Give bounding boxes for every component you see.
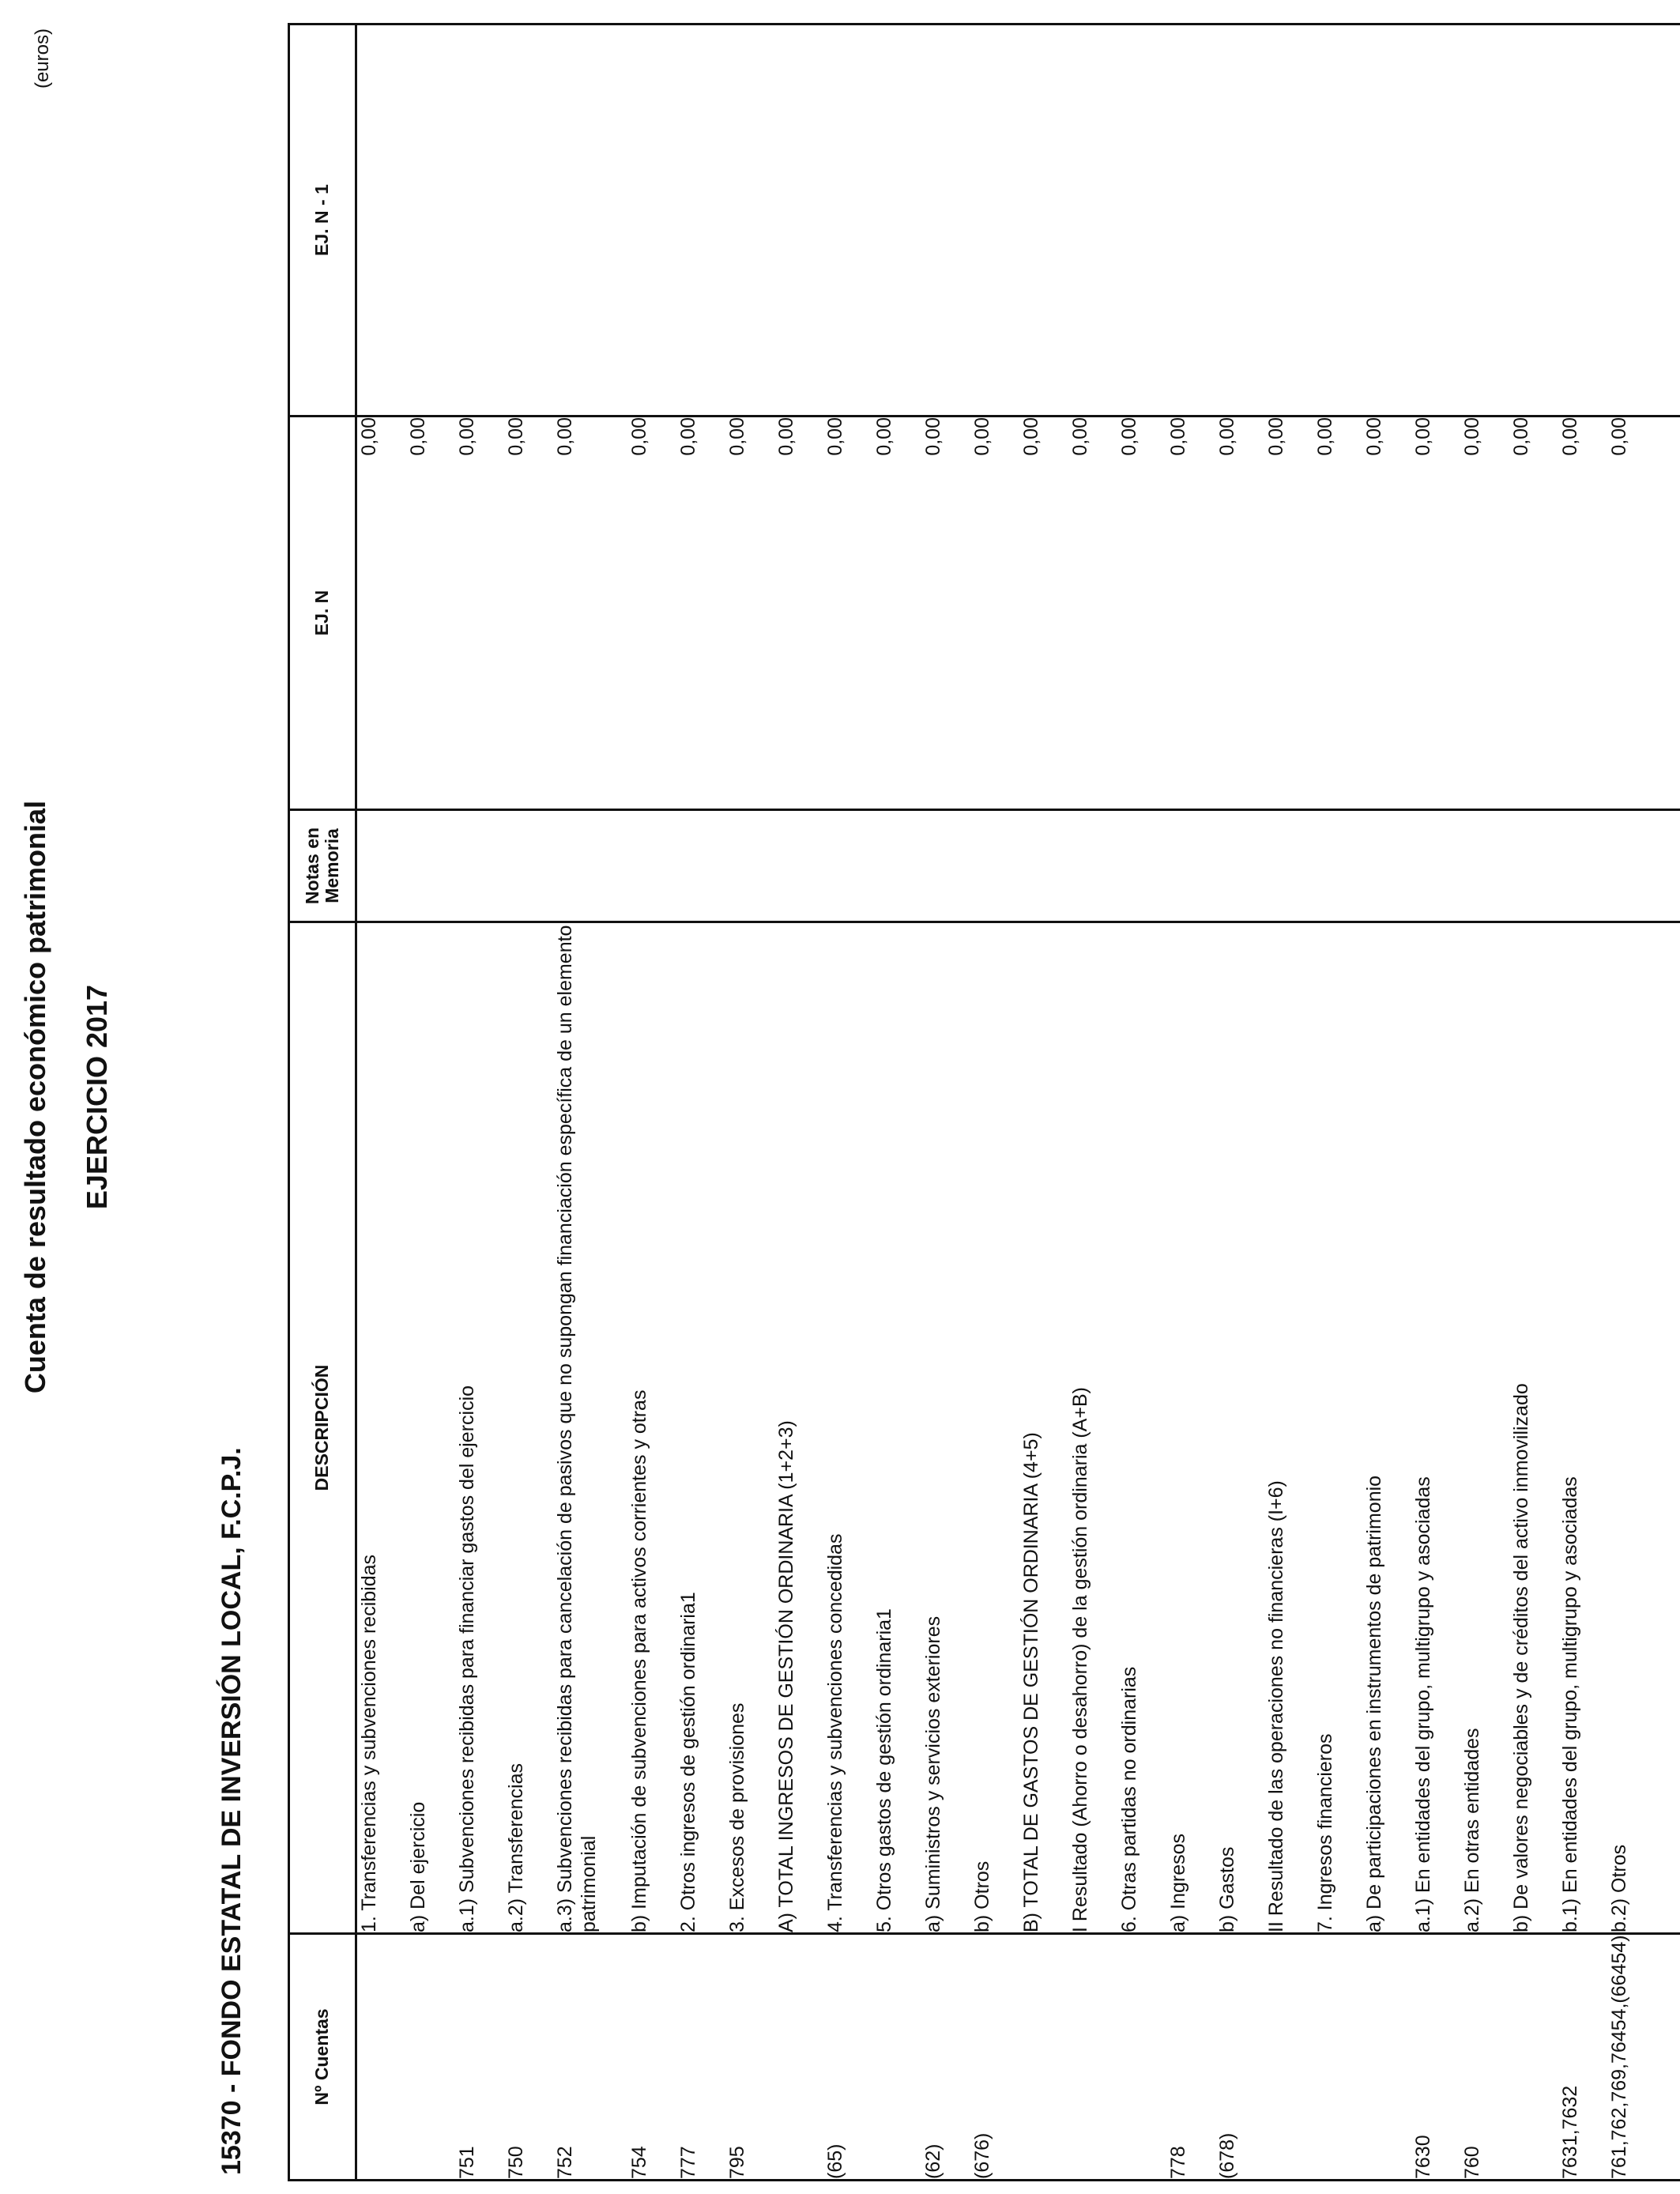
notes-cell <box>676 810 725 922</box>
description-cell: a.2) Transferencias <box>504 922 553 1934</box>
description-cell: B) TOTAL DE GASTOS DE GESTIÓN ORDINARIA (4+5) <box>1019 922 1068 1934</box>
current-year-cell: 0,00 <box>921 417 970 810</box>
description-cell: b) De valores negociables y de créditos del activo inmovilizado <box>1509 922 1558 1934</box>
description-cell: I Resultado (Ahorro o desahorro) de la gestión ordinaria (A+B) <box>1068 922 1117 1934</box>
current-year-cell: 0,00 <box>1264 417 1313 810</box>
account-cell: (62) <box>921 1934 970 2181</box>
current-year-cell: 0,00 <box>872 417 921 810</box>
table-row <box>1411 25 1460 2181</box>
previous-year-cell <box>406 25 455 417</box>
table-row <box>1509 25 1558 2181</box>
notes-cell <box>455 810 504 922</box>
description-cell: b) Gastos <box>1215 922 1264 1934</box>
notes-cell <box>1411 810 1460 922</box>
table-row <box>1166 25 1215 2181</box>
description-cell: 1. Transferencias y subvenciones recibidas <box>356 922 407 1934</box>
notes-cell <box>627 810 676 922</box>
report-subtitle: EJERCICIO 2017 <box>81 984 113 1210</box>
description-cell: 6. Otras partidas no ordinarias <box>1117 922 1166 1934</box>
units-label: (euros) <box>32 28 53 89</box>
previous-year-cell <box>1460 25 1509 417</box>
table-header-row <box>289 25 356 2181</box>
account-cell: 778 <box>1166 1934 1215 2181</box>
description-cell: a) Suministros y servicios exteriores <box>921 922 970 1934</box>
description-cell: a) Ingresos <box>1166 922 1215 1934</box>
notes-cell <box>1509 810 1558 922</box>
notes-cell <box>1460 810 1509 922</box>
description-cell: 7. Ingresos financieros <box>1313 922 1362 1934</box>
report-title: Cuenta de resultado económico patrimonial <box>19 800 51 1394</box>
results-table <box>288 23 1680 2181</box>
notes-cell <box>1313 810 1362 922</box>
notes-cell <box>406 810 455 922</box>
table-row <box>1215 25 1264 2181</box>
previous-year-cell <box>1117 25 1166 417</box>
current-year-cell: 0,00 <box>1411 417 1460 810</box>
current-year-cell: 0,00 <box>823 417 872 810</box>
account-cell <box>774 1934 823 2181</box>
account-cell: (65) <box>823 1934 872 2181</box>
account-cell <box>872 1934 921 2181</box>
current-year-cell: 0,00 <box>1460 417 1509 810</box>
current-year-cell: 0,00 <box>774 417 823 810</box>
notes-cell <box>1264 810 1313 922</box>
notes-cell <box>921 810 970 922</box>
notes-cell <box>774 810 823 922</box>
previous-year-cell <box>455 25 504 417</box>
table-row <box>774 25 823 2181</box>
previous-year-cell <box>553 25 627 417</box>
account-cell: 7630 <box>1411 1934 1460 2181</box>
previous-year-cell <box>676 25 725 417</box>
current-year-cell: 0,00 <box>455 417 504 810</box>
table-row <box>970 25 1019 2181</box>
account-cell: 7631,7632 <box>1558 1934 1607 2181</box>
notes-cell <box>1117 810 1166 922</box>
account-cell: 750 <box>504 1934 553 2181</box>
description-cell: b.2) Otros <box>1607 922 1680 1934</box>
previous-year-cell <box>970 25 1019 417</box>
table-row <box>504 25 553 2181</box>
current-year-cell: 0,00 <box>1509 417 1558 810</box>
notes-cell <box>1607 810 1680 922</box>
table-row <box>1068 25 1117 2181</box>
table-row <box>356 25 407 2181</box>
previous-year-cell <box>1607 25 1680 417</box>
previous-year-cell <box>725 25 774 417</box>
notes-cell <box>823 810 872 922</box>
description-cell: b) Otros <box>970 922 1019 1934</box>
current-year-cell: 0,00 <box>1607 417 1680 810</box>
previous-year-cell <box>1166 25 1215 417</box>
previous-year-cell <box>1313 25 1362 417</box>
table-row <box>1558 25 1607 2181</box>
header-current-year: EJ. N <box>289 417 356 810</box>
table-row <box>1460 25 1509 2181</box>
account-cell <box>1313 1934 1362 2181</box>
previous-year-cell <box>1558 25 1607 417</box>
notes-cell <box>504 810 553 922</box>
account-cell: 754 <box>627 1934 676 2181</box>
notes-cell <box>1068 810 1117 922</box>
previous-year-cell <box>872 25 921 417</box>
account-cell <box>1362 1934 1411 2181</box>
notes-cell <box>970 810 1019 922</box>
current-year-cell: 0,00 <box>676 417 725 810</box>
previous-year-cell <box>1411 25 1460 417</box>
table-row <box>676 25 725 2181</box>
current-year-cell: 0,00 <box>1068 417 1117 810</box>
table-row <box>1362 25 1411 2181</box>
account-cell <box>356 1934 407 2181</box>
current-year-cell: 0,00 <box>1362 417 1411 810</box>
account-cell: (678) <box>1215 1934 1264 2181</box>
table-row <box>823 25 872 2181</box>
previous-year-cell <box>627 25 676 417</box>
previous-year-cell <box>1068 25 1117 417</box>
table-row <box>1117 25 1166 2181</box>
current-year-cell: 0,00 <box>1558 417 1607 810</box>
account-cell <box>1068 1934 1117 2181</box>
table-row <box>725 25 774 2181</box>
account-cell <box>1264 1934 1313 2181</box>
description-cell: a.2) En otras entidades <box>1460 922 1509 1934</box>
previous-year-cell <box>823 25 872 417</box>
current-year-cell: 0,00 <box>1019 417 1068 810</box>
account-cell: 777 <box>676 1934 725 2181</box>
table-row <box>1264 25 1313 2181</box>
notes-cell <box>1019 810 1068 922</box>
current-year-cell: 0,00 <box>406 417 455 810</box>
table-row <box>1607 25 1680 2181</box>
previous-year-cell <box>1215 25 1264 417</box>
current-year-cell: 0,00 <box>1117 417 1166 810</box>
account-cell <box>406 1934 455 2181</box>
description-cell: 2. Otros ingresos de gestión ordinaria1 <box>676 922 725 1934</box>
current-year-cell: 0,00 <box>1166 417 1215 810</box>
current-year-cell: 0,00 <box>725 417 774 810</box>
description-cell: a.1) Subvenciones recibidas para financiar gastos del ejercicio <box>455 922 504 1934</box>
notes-cell <box>725 810 774 922</box>
table-row <box>553 25 627 2181</box>
description-cell: 5. Otros gastos de gestión ordinaria1 <box>872 922 921 1934</box>
account-cell: 752 <box>553 1934 627 2181</box>
previous-year-cell <box>1509 25 1558 417</box>
table-row <box>1313 25 1362 2181</box>
header-previous-year: EJ. N - 1 <box>289 25 356 417</box>
notes-cell <box>1362 810 1411 922</box>
table-row <box>1019 25 1068 2181</box>
account-cell: (676) <box>970 1934 1019 2181</box>
notes-cell <box>553 810 627 922</box>
table-row <box>872 25 921 2181</box>
description-cell: 4. Transferencias y subvenciones concedidas <box>823 922 872 1934</box>
description-cell: II Resultado de las operaciones no financieras (I+6) <box>1264 922 1313 1934</box>
description-cell: a) De participaciones en instrumentos de patrimonio <box>1362 922 1411 1934</box>
account-cell: 795 <box>725 1934 774 2181</box>
account-cell <box>1117 1934 1166 2181</box>
header-description: DESCRIPCIÓN <box>289 922 356 1934</box>
previous-year-cell <box>1264 25 1313 417</box>
current-year-cell: 0,00 <box>504 417 553 810</box>
notes-cell <box>872 810 921 922</box>
table-row <box>627 25 676 2181</box>
header-accounts: Nº Cuentas <box>289 1934 356 2181</box>
description-cell: a.3) Subvenciones recibidas para cancelación de pasivos que no supongan financiación específica de un elemento patrimonial <box>553 922 627 1934</box>
description-cell: A) TOTAL INGRESOS DE GESTIÓN ORDINARIA (1+2+3) <box>774 922 823 1934</box>
description-cell: b) Imputación de subvenciones para activos corrientes y otras <box>627 922 676 1934</box>
previous-year-cell <box>504 25 553 417</box>
previous-year-cell <box>921 25 970 417</box>
current-year-cell: 0,00 <box>1313 417 1362 810</box>
account-cell: 761,762,769,76454,(66454) <box>1607 1934 1680 2181</box>
table-row <box>455 25 504 2181</box>
current-year-cell: 0,00 <box>356 417 407 810</box>
entity-name: 15370 - FONDO ESTATAL DE INVERSIÓN LOCAL, F.C.P.J. <box>217 1447 247 2175</box>
notes-cell <box>1166 810 1215 922</box>
description-cell: b.1) En entidades del grupo, multigrupo y asociadas <box>1558 922 1607 1934</box>
current-year-cell: 0,00 <box>553 417 627 810</box>
current-year-cell: 0,00 <box>970 417 1019 810</box>
previous-year-cell <box>774 25 823 417</box>
notes-cell <box>356 810 407 922</box>
description-cell: a) Del ejercicio <box>406 922 455 1934</box>
table-row <box>406 25 455 2181</box>
table-row <box>921 25 970 2181</box>
account-cell <box>1509 1934 1558 2181</box>
current-year-cell: 0,00 <box>1215 417 1264 810</box>
notes-cell <box>1558 810 1607 922</box>
notes-cell <box>1215 810 1264 922</box>
account-cell: 760 <box>1460 1934 1509 2181</box>
previous-year-cell <box>356 25 407 417</box>
account-cell <box>1019 1934 1068 2181</box>
description-cell: a.1) En entidades del grupo, multigrupo y asociadas <box>1411 922 1460 1934</box>
previous-year-cell <box>1019 25 1068 417</box>
account-cell: 751 <box>455 1934 504 2181</box>
current-year-cell: 0,00 <box>627 417 676 810</box>
header-notes: Notas en Memoria <box>289 810 356 922</box>
description-cell: 3. Excesos de provisiones <box>725 922 774 1934</box>
previous-year-cell <box>1362 25 1411 417</box>
